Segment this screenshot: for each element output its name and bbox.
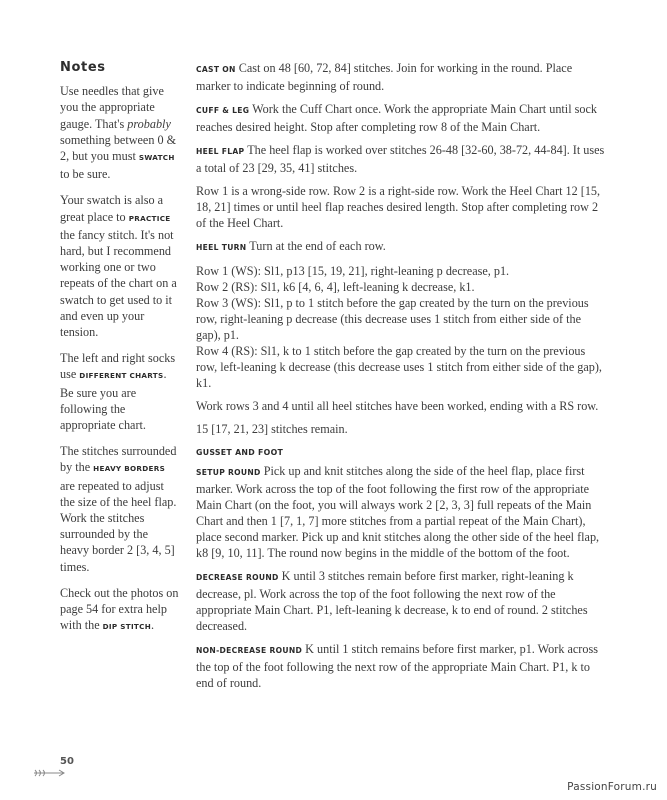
note-practice: Your swatch is also a great place to PRACTICE the fancy stitch. It's not hard, but I recommend working one or two repeats of the chart on a swatch to get used to it and even up your tension. (60, 193, 177, 340)
heel-turn-label: HEEL TURN (196, 243, 247, 252)
note-gauge: Use needles that give you the appropriate gauge. That's probably something between 0 & 2, but you must SWATCH to be sure. (60, 84, 177, 182)
heel-flap-label: HEEL FLAP (196, 147, 245, 156)
watermark: PassionForum.ru (567, 781, 657, 793)
decrease-round-label: DECREASE ROUND (196, 573, 279, 582)
stitches-remain-paragraph: 15 [17, 21, 23] stitches remain. (196, 422, 348, 436)
heel-turn-rows (196, 263, 606, 391)
decrease-round-paragraph: DECREASE ROUND K until 3 stitches remain before first marker, right-leaning k decrease, pl. Work across the top of the foot following the next row of the appropriate Main Chart. P1, left-leaning k decrease, k to end of round. 2 stitches decreased. (196, 569, 588, 633)
arrow-ornament-icon (32, 768, 68, 778)
cast-on-paragraph: CAST ON Cast on 48 [60, 72, 84] stitches. Join for working in the round. Place marker to indicate beginning of round. (196, 61, 573, 93)
cuff-leg-paragraph: CUFF & LEG Work the Cuff Chart once. Work the appropriate Main Chart until sock reaches desired height. Stop after completing row 8 of the Main Chart. (196, 102, 597, 134)
row-3: Row 3 (WS): Sl1, p to 1 stitch before the gap created by the turn on the previous row, right-leaning p decrease (this decrease uses 1 stitch from either side of the gap), p1. (196, 296, 589, 342)
page-number: 50 (60, 756, 74, 767)
row-1: Row 1 (WS): Sl1, p13 [15, 19, 21], right-leaning p decrease, p1. (196, 264, 510, 278)
note-heavy-borders: The stitches surrounded by the HEAVY BORDERS are repeated to adjust the size of the heel flap. Work the stitches surrounded by the heavy border 2 [3, 4, 5] times. (60, 444, 177, 574)
keyword-heavy-borders: HEAVY BORDERS (93, 464, 166, 474)
setup-round-paragraph: SETUP ROUND Pick up and knit stitches along the side of the heel flap, place first marker. Work across the top of the foot following the first row of the appropriate Main Chart (on the foot, you will always work 2 [2, 3, 3] full repeats of the Main Chart and then 1 [7, 1, 7] more stitches from a partial repeat of the Main Chart), place second marker. Pick up and knit stitches along the other side of the heel flap, k8 [9, 10, 11]. The round now begins in the middle of the bottom of the foot. (196, 464, 600, 560)
notes-heading: Notes (60, 60, 106, 75)
pattern-instructions (196, 60, 606, 698)
cast-on-label: CAST ON (196, 65, 236, 74)
heel-turn-paragraph: HEEL TURN Turn at the end of each row. (196, 239, 386, 253)
keyword-different-charts: DIFFERENT CHARTS (79, 371, 164, 381)
keyword-dip-stitch: DIP STITCH (102, 622, 152, 632)
non-decrease-round-label: NON-DECREASE ROUND (196, 646, 303, 655)
keyword-practice: PRACTICE (128, 213, 171, 223)
setup-round-label: SETUP ROUND (196, 468, 261, 477)
row-4: Row 4 (RS): Sl1, k to 1 stitch before the gap created by the turn on the previous row, left-leaning k decrease (this decrease uses 1 stitch from either side of the gap), k1. (196, 344, 602, 390)
gusset-foot-heading: GUSSET AND FOOT (196, 448, 284, 457)
keyword-swatch: SWATCH (138, 153, 175, 163)
work-rows-paragraph: Work rows 3 and 4 until all heel stitches have been worked, ending with a RS row. (196, 399, 599, 413)
heel-flap-paragraph: HEEL FLAP The heel flap is worked over stitches 26-48 [32-60, 38-72, 44-84]. It uses a total of 23 [29, 35, 41] stitches. (196, 143, 605, 175)
notes-sidebar (60, 60, 180, 646)
note-dip-stitch: Check out the photos on page 54 for extra help with the DIP STITCH. (60, 585, 179, 633)
cuff-leg-label: CUFF & LEG (196, 106, 250, 115)
note-different-charts: The left and right socks use DIFFERENT CHARTS. Be sure you are following the appropriate chart. (60, 351, 176, 433)
emphasis-probably: probably (127, 116, 171, 131)
heel-flap-rows-paragraph: Row 1 is a wrong-side row. Row 2 is a right-side row. Work the Heel Chart 12 [15, 18, 21] times or until heel flap reaches desired length. Stop after completing row 2 of the Heel Chart. (196, 184, 601, 230)
row-2: Row 2 (RS): Sl1, k6 [4, 6, 4], left-leaning k decrease, k1. (196, 280, 475, 294)
non-decrease-round-paragraph: NON-DECREASE ROUND K until 1 stitch remains before first marker, p1. Work across the top of the foot following the next row of the appropriate Main Chart. P1, k to end of round. (196, 642, 598, 690)
